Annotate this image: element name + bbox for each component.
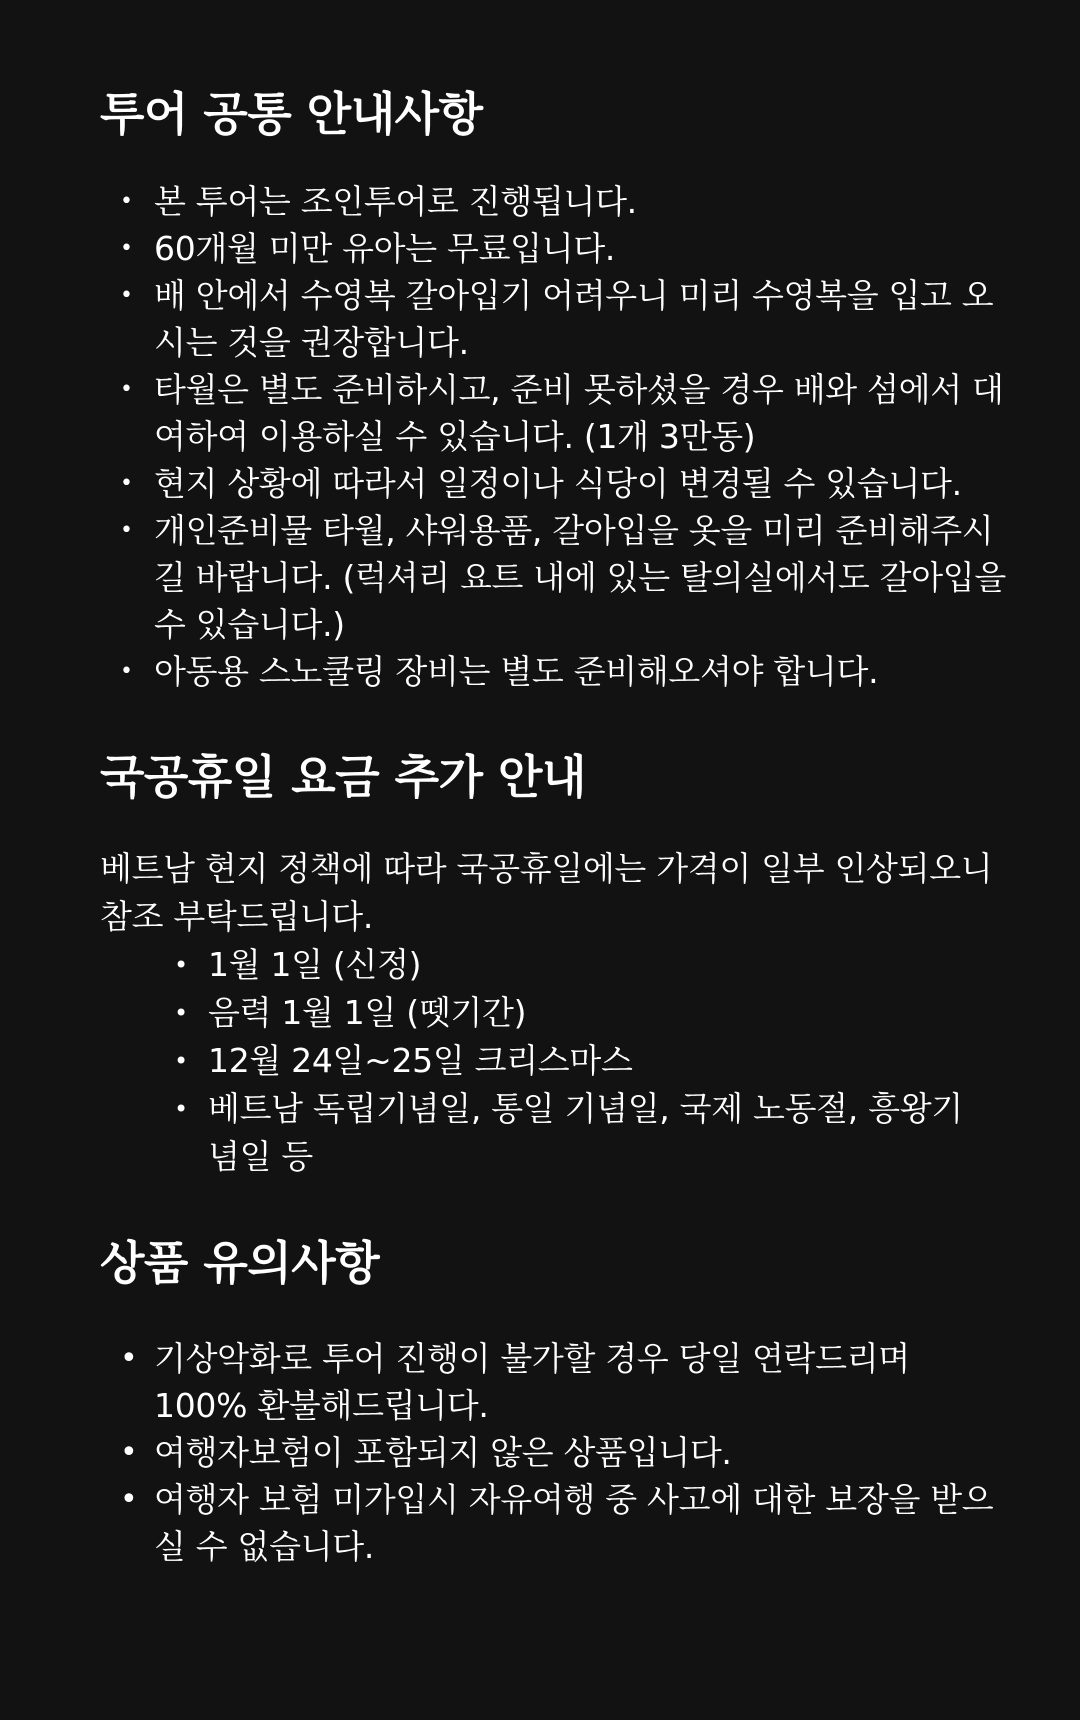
list-item: • 타월은 별도 준비하시고, 준비 못하셨을 경우 배와 섬에서 대여하여 이용하실 수 있습니다. (1개 3만동) (154, 366, 1010, 460)
list-item: • 60개월 미만 유아는 무료입니다. (154, 225, 1010, 272)
bullet-icon: • (120, 471, 133, 496)
bullet-icon: • (120, 1341, 138, 1376)
holiday-surcharge-description: 베트남 현지 정책에 따라 국공휴일에는 가격이 일부 인상되오니 참조 부탁드립니다. (100, 849, 993, 936)
list-item: • 12월 24일~25일 크리스마스 (208, 1037, 988, 1085)
holiday-surcharge-section (100, 741, 1010, 1181)
product-notes-list (100, 1335, 1010, 1570)
common-notice-heading: 투어 공통 안내사항 (100, 87, 483, 141)
list-item: • 기상악화로 투어 진행이 불가할 경우 당일 연락드리며 100% 환불해드립니다. (154, 1335, 1010, 1429)
bullet-icon: • (174, 951, 188, 979)
holiday-surcharge-heading: 국공휴일 요금 추가 안내 (100, 750, 586, 804)
list-item: • 여행자 보험 미가입시 자유여행 중 사고에 대한 보장을 받으실 수 없습니다. (154, 1476, 1010, 1570)
bullet-icon: • (120, 236, 133, 261)
bullet-icon: • (120, 377, 133, 402)
bullet-icon: • (120, 659, 133, 684)
list-item: • 개인준비물 타월, 샤워용품, 갈아입을 옷을 미리 준비해주시길 바랍니다. (럭셔리 요트 내에 있는 탈의실에서도 갈아입을 수 있습니다.) (154, 507, 1010, 648)
list-item: • 여행자보험이 포함되지 않은 상품입니다. (154, 1429, 1010, 1476)
common-notice-list (100, 178, 1010, 695)
bullet-icon: • (174, 1095, 188, 1123)
holiday-list (100, 941, 988, 1181)
bullet-icon: • (174, 1047, 188, 1075)
list-item: • 아동용 스노쿨링 장비는 별도 준비해오셔야 합니다. (154, 648, 1010, 695)
list-item: • 현지 상황에 따라서 일정이나 식당이 변경될 수 있습니다. (154, 460, 1010, 507)
list-item: • 1월 1일 (신정) (208, 941, 988, 989)
bullet-icon: • (120, 189, 133, 214)
bullet-icon: • (120, 518, 133, 543)
list-item: • 본 투어는 조인투어로 진행됩니다. (154, 178, 1010, 225)
bullet-icon: • (120, 283, 133, 308)
common-notice-section (100, 78, 1010, 695)
product-notes-section (100, 1227, 1010, 1570)
bullet-icon: • (120, 1482, 138, 1517)
list-item: • 음력 1월 1일 (뗏기간) (208, 989, 988, 1037)
list-item: • 베트남 독립기념일, 통일 기념일, 국제 노동절, 흥왕기념일 등 (208, 1085, 988, 1181)
list-item: • 배 안에서 수영복 갈아입기 어려우니 미리 수영복을 입고 오시는 것을 권장합니다. (154, 272, 1010, 366)
bullet-icon: • (120, 1435, 138, 1470)
product-notes-heading: 상품 유의사항 (100, 1236, 380, 1290)
bullet-icon: • (174, 999, 188, 1027)
